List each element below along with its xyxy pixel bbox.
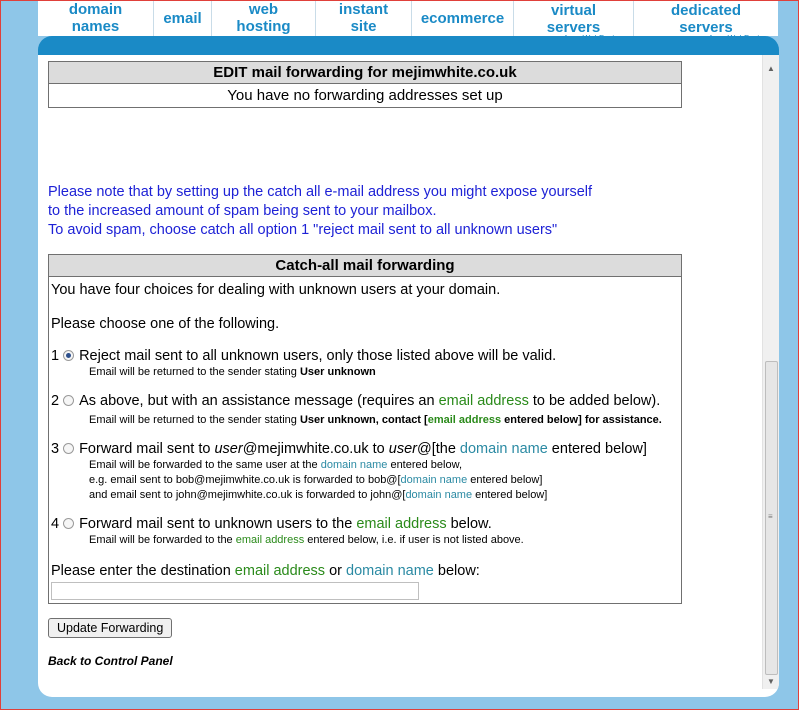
- option-1-radio[interactable]: [63, 350, 74, 361]
- tab-ecommerce[interactable]: ecommerce: [412, 0, 514, 36]
- edit-forwarding-table: [48, 61, 682, 108]
- spam-warning: Please note that by setting up the catch all e-mail address you might expose yourself to the increased amount of spam being sent to your mailbox. To avoid spam, choose catch all option 1 "reject mail sent to all unknown users": [48, 184, 593, 238]
- option-3-radio[interactable]: [63, 443, 74, 454]
- tab-virtual-servers[interactable]: virtual servers: [514, 0, 634, 36]
- vertical-scrollbar[interactable]: [762, 55, 779, 689]
- back-to-control-panel-link[interactable]: Back to Control Panel: [48, 654, 173, 668]
- no-forwarding-message: You have no forwarding addresses set up: [227, 87, 503, 104]
- tab-email[interactable]: email: [154, 0, 212, 36]
- tab-web-hosting[interactable]: web hosting: [212, 0, 316, 36]
- destination-input[interactable]: [51, 582, 419, 600]
- scroll-up-icon[interactable]: ▲: [767, 64, 775, 73]
- tab-domain-names[interactable]: domain names: [38, 0, 154, 36]
- tab-instant-site[interactable]: instant site: [316, 0, 412, 36]
- option-2-radio[interactable]: [63, 395, 74, 406]
- option-2: 2 As above, but with an assistance message (requires an email address to be added below). Email will be returned to the sender stating User unknown, contact [email address entered below] for assistance.: [51, 393, 662, 426]
- choose-text: Please choose one of the following.: [51, 316, 280, 332]
- tab-dedicated-servers[interactable]: dedicated servers: [634, 0, 778, 36]
- grip-icon: ≡: [768, 512, 773, 521]
- destination-label: Please enter the destination email address or domain name below:: [51, 563, 480, 579]
- main-content: [38, 55, 779, 697]
- top-nav-tabs: [38, 0, 778, 36]
- option-4-radio[interactable]: [63, 518, 74, 529]
- catchall-intro: You have four choices for dealing with unknown users at your domain.: [51, 282, 501, 298]
- option-3: 3 Forward mail sent to user@mejimwhite.co.uk to user@[the domain name entered below] Email will be forwarded to the same user at the domain name entered below, e.g. email sent to bob@mejimwhite.co.uk is forwarded to bob@[domain name entered below] and email sent to john@mejimwhite.co.uk is forwarded to john@[domain name entered below]: [51, 441, 647, 501]
- option-1: 1 Reject mail sent to all unknown users, only those listed above will be valid. Email will be returned to the sender stating User unknown: [51, 348, 557, 378]
- edit-title: EDIT mail forwarding for mejimwhite.co.uk: [49, 62, 682, 84]
- catchall-table: [48, 254, 682, 604]
- update-forwarding-button[interactable]: Update Forwarding: [48, 618, 172, 638]
- scroll-down-icon[interactable]: ▼: [767, 677, 775, 686]
- scrollbar-thumb[interactable]: [765, 361, 778, 675]
- option-4: 4 Forward mail sent to unknown users to the email address below. Email will be forwarded to the email address entered below, i.e. if user is not listed above.: [51, 516, 524, 546]
- catchall-title: Catch-all mail forwarding: [49, 255, 682, 277]
